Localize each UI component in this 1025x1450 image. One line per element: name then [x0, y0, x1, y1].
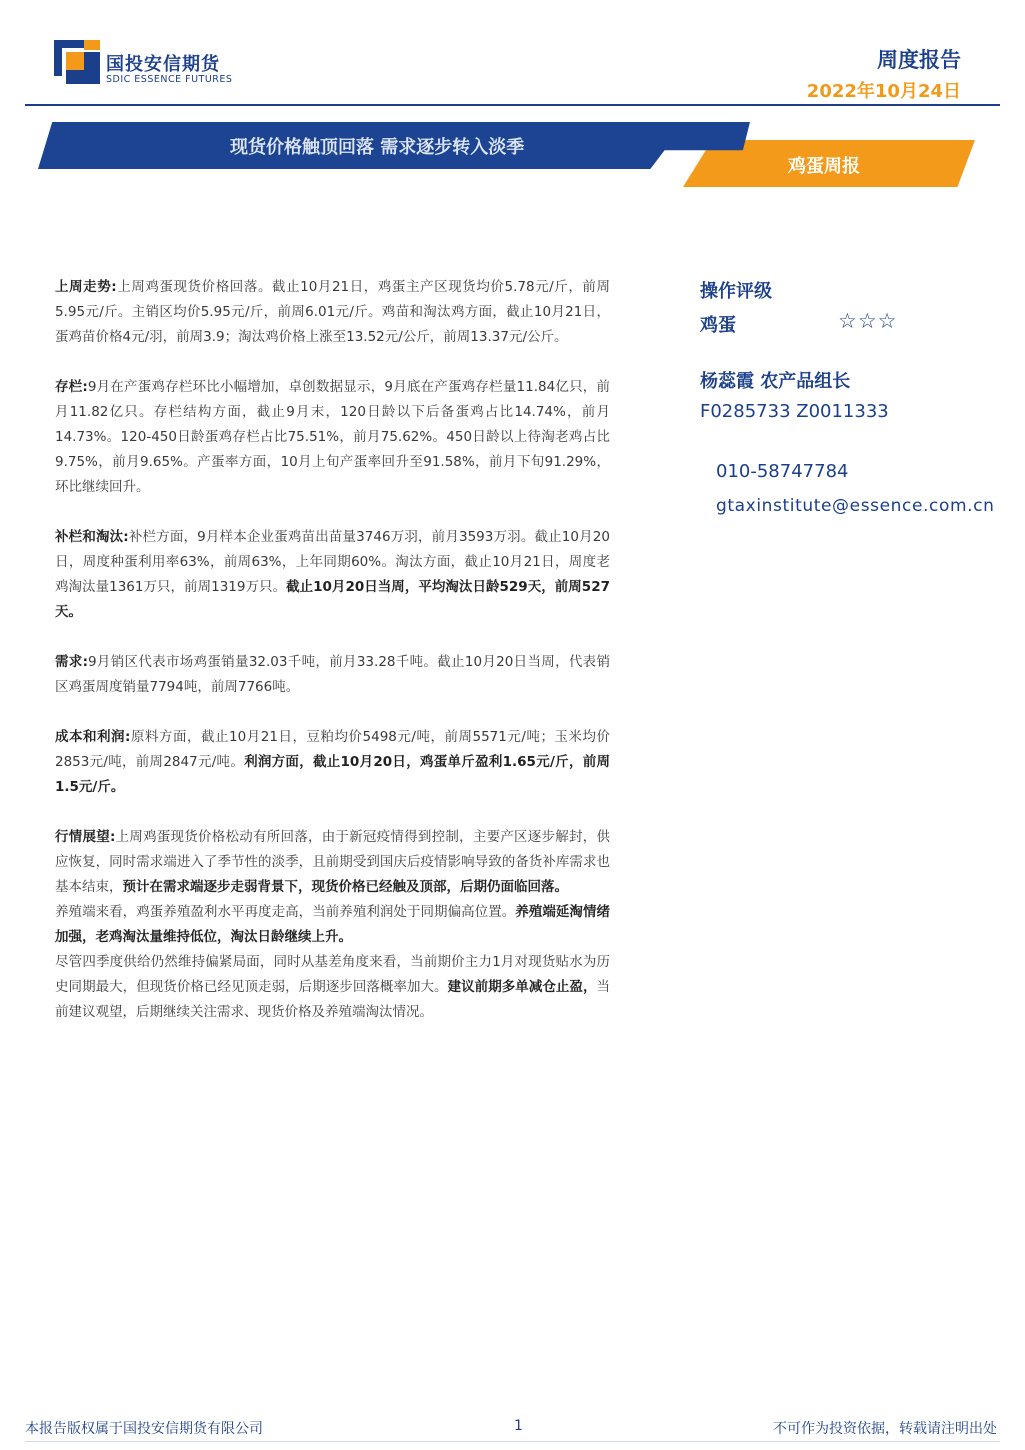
section-highlight: 截止10月20日当周，平均淘汰日龄529天，前周527天。 — [55, 579, 610, 620]
section-inventory — [55, 375, 610, 500]
company-name-en: SDIC ESSENCE FUTURES — [106, 74, 233, 85]
analyst-name: 杨蕊霞 农产品组长 — [700, 371, 851, 392]
section-label: 需求: — [55, 654, 89, 670]
section-text: 9月销区代表市场鸡蛋销量32.03千吨，前月33.28千吨。截止10月20日当周，代表销区鸡蛋周度销量7794吨，前周7766吨。 — [55, 654, 610, 695]
analyst-certificate: F0285733 Z0011333 — [700, 401, 889, 422]
section-outlook-breeding — [55, 900, 610, 950]
section-text: 上周鸡蛋现货价格松动有所回落，由于新冠疫情得到控制，主要产区逐步解封，供应恢复，同时需求端进入了季节性的淡季，且前期受到国庆后疫情影响导致的备货补库需求也基本结束， — [55, 829, 610, 895]
report-category-tag: 鸡蛋周报 — [788, 156, 860, 177]
section-label: 上周走势: — [55, 279, 117, 295]
contact-phone: 010-58747784 — [716, 461, 849, 482]
rating-item: 鸡蛋 — [700, 315, 736, 336]
report-date: 2022年10月24日 — [806, 81, 961, 102]
main-content — [55, 275, 610, 1025]
section-outlook-strategy — [55, 950, 610, 1025]
section-highlight: 养殖端延淘情绪加强，老鸡淘汰量维持低位，淘汰日龄继续上升。 — [55, 904, 611, 945]
company-name-cn: 国投安信期货 — [106, 54, 220, 75]
section-demand — [55, 650, 610, 700]
rating-stars: ☆☆☆ — [838, 309, 898, 333]
section-label: 行情展望: — [55, 829, 116, 845]
section-label: 补栏和淘汰: — [55, 529, 129, 545]
section-cost-profit — [55, 725, 610, 800]
report-title: 现货价格触顶回落 需求逐步转入淡季 — [230, 137, 525, 158]
report-type: 周度报告 — [877, 48, 961, 72]
section-text: 原料方面，截止10月21日，豆粕均价5498元/吨，前周5571元/吨；玉米均价2853元/吨，前周2847元/吨。 — [55, 729, 610, 770]
section-text: 养殖端来看，鸡蛋养殖盈利水平再度走高，当前养殖利润处于同期偏高位置。 — [55, 904, 516, 920]
section-restock-culling — [55, 525, 610, 625]
page-number: 1 — [514, 1418, 523, 1434]
company-logo — [54, 40, 100, 84]
footer-notice: 不可作为投资依据，转载请注明出处 — [773, 1421, 997, 1437]
section-text: 当前建议观望，后期继续关注需求、现货价格及养殖端淘汰情况。 — [55, 979, 611, 1020]
section-highlight: 利润方面，截止10月20日，鸡蛋单斤盈利1.65元/斤，前周1.5元/斤。 — [55, 754, 611, 795]
section-outlook — [55, 825, 610, 900]
footer-copyright: 本报告版权属于国投安信期货有限公司 — [25, 1421, 263, 1437]
section-highlight: 建议前期多单减仓止盈， — [447, 979, 597, 995]
footer-divider — [25, 1441, 1000, 1442]
section-text: 尽管四季度供给仍然维持偏紧局面，同时从基差角度来看，当前期价主力1月对现货贴水为历史同期最大，但现货价格已经见顶走弱，后期逐步回落概率加大。 — [55, 954, 610, 995]
rating-title: 操作评级 — [700, 281, 772, 302]
section-text: 补栏方面，9月样本企业蛋鸡苗出苗量3746万羽，前月3593万羽。截止10月20日，周度种蛋利用率63%，前周63%，上年同期60%。淘汰方面，截止10月21日，周度老鸡淘汰量1361万只，前周1319万只。 — [55, 529, 610, 595]
section-text: 上周鸡蛋现货价格回落。截止10月21日，鸡蛋主产区现货均价5.78元/斤，前周5.95元/斤。主销区均价5.95元/斤，前周6.01元/斤。鸡苗和淘汰鸡方面，截止10月21日，蛋鸡苗价格4元/羽，前周3.9；淘汰鸡价格上涨至13.52元/公斤，前周13.37元/公斤。 — [55, 279, 610, 345]
section-text: 9月在产蛋鸡存栏环比小幅增加，卓创数据显示，9月底在产蛋鸡存栏量11.84亿只，前月11.82亿只。存栏结构方面，截止9月末，120日龄以下后备蛋鸡占比14.74%，前月14.73%。120-450日龄蛋鸡存栏占比75.51%，前月75.62%。450日龄以上待淘老鸡占比9.75%，前月9.65%。产蛋率方面，10月上旬产蛋率回升至91.58%，前月下旬91.29%，环比继续回升。 — [55, 379, 610, 495]
contact-email[interactable]: gtaxinstitute@essence.com.cn — [716, 496, 995, 516]
section-highlight: 预计在需求端逐步走弱背景下，现货价格已经触及顶部，后期仍面临回落。 — [122, 879, 568, 895]
header-divider — [25, 104, 1000, 106]
section-label: 存栏: — [55, 379, 88, 395]
section-label: 成本和利润: — [55, 729, 131, 745]
section-last-week-trend — [55, 275, 610, 350]
